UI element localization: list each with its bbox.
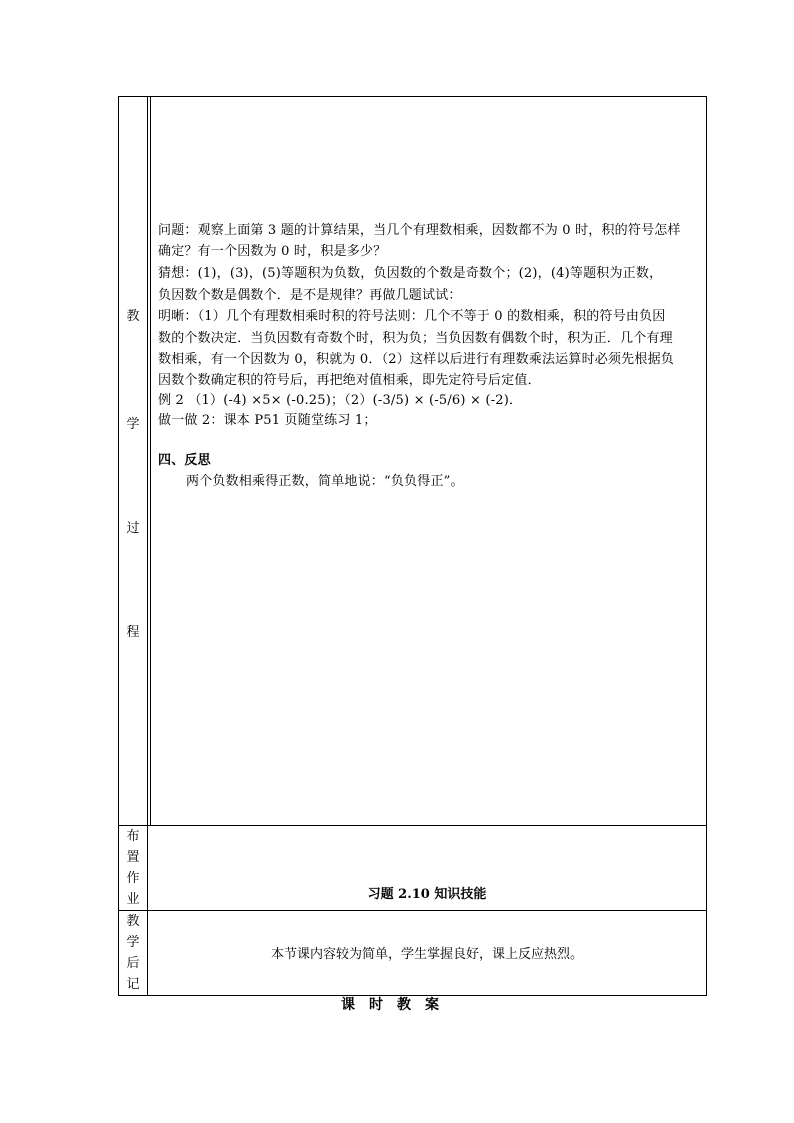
process-line-4: 负因数个数是偶数个．是不是规律？再做几题试试： [158, 288, 462, 303]
inner-border-line [150, 97, 151, 825]
homework-label-char-4: 业 [126, 892, 140, 907]
process-line-5: 明晰：（1）几个有理数相乘时积的符号法则：几个不等于 0 的数相乘，积的符号由负因 [158, 309, 666, 324]
teaching-notes-label-cell [119, 911, 148, 996]
notes-label-char-3: 后 [126, 956, 140, 971]
teaching-process-label-cell [119, 97, 148, 826]
homework-row [119, 826, 707, 911]
teaching-notes-content-cell [148, 911, 707, 996]
homework-label-cell [119, 826, 148, 911]
notes-label-char-1: 教 [126, 914, 140, 929]
reflection-text: 两个负数相乘得正数，简单地说：“负负得正”。 [186, 474, 464, 489]
notes-label-char-4: 记 [126, 977, 140, 992]
process-line-2: 确定？有一个因数为 0 时，积是多少？ [158, 244, 387, 259]
practice-line: 做一做 2：课本 P51 页随堂练习 1； [158, 413, 377, 428]
process-label-char-3: 过 [126, 521, 140, 536]
homework-label-char-1: 布 [126, 829, 140, 844]
process-line-8: 因数个数确定积的符号后，再把绝对值相乘，即先定符号后定值． [158, 373, 541, 388]
teaching-notes-text: 本节课内容较为简单，学生掌握良好，课上反应热烈。 [270, 946, 583, 962]
teaching-process-row [119, 97, 707, 826]
process-line-1: 问题：观察上面第 3 题的计算结果，当几个有理数相乘，因数都不为 0 时，积的符号怎样 [158, 223, 681, 238]
homework-label-char-3: 作 [126, 871, 140, 886]
process-label-char-1: 教 [126, 309, 140, 324]
process-label-char-4: 程 [126, 625, 140, 640]
homework-content-cell [148, 826, 707, 911]
process-label-char-2: 学 [126, 417, 140, 432]
footer-title: 课时教案 [341, 997, 453, 1013]
reflection-heading: 四、反思 [158, 453, 211, 468]
process-line-7: 数相乘，有一个因数为 0，积就为 0．（2）这样以后进行有理数乘法运算时必须先根据负 [158, 352, 674, 367]
notes-label-char-2: 学 [126, 935, 140, 950]
teaching-process-content-cell [148, 97, 707, 826]
homework-label-char-2: 置 [126, 850, 140, 865]
teaching-notes-row [119, 911, 707, 996]
process-line-3: 猜想：(1)，(3)，(5)等题积为负数，负因数的个数是奇数个；(2)，(4)等题积为正数， [158, 266, 663, 281]
homework-text: 习题 2.10 知识技能 [367, 887, 487, 902]
example-2-line: 例 2 （1）(-4) ×5× (-0.25)；（2）(-3/5) × (-5/6) × (-2)． [158, 393, 523, 408]
lesson-plan-table [118, 96, 707, 996]
process-line-6: 数的个数决定．当负因数有奇数个时，积为负；当负因数有偶数个时，积为正．几个有理 [158, 331, 673, 346]
